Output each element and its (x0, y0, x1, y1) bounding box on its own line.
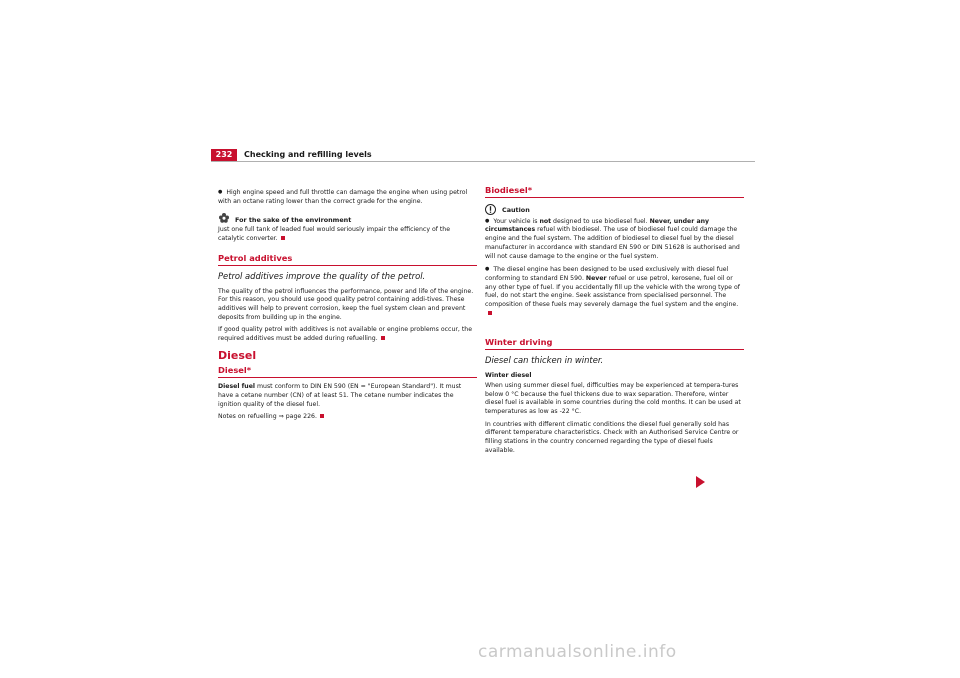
diesel-paragraph-1: Diesel fuel must conform to DIN EN 590 (EN = "European Standard"). It must have a cetane number (CN) of at least 51. The cetane number indicates the ignition quality of the diesel fuel. (218, 383, 462, 408)
left-column (218, 188, 477, 426)
caution-label: Caution (502, 206, 530, 214)
winter-paragraph-2: In countries with different climatic conditions the diesel fuel generally sold has different temperature characteristics. Check with an Authorised Service Centre or filling stations in the country concerned regarding the type of diesel fuels available. (485, 420, 739, 454)
next-page-arrow-icon[interactable] (696, 476, 705, 488)
page-number: 232 (211, 149, 237, 161)
watermark: carmanualsonline.info (478, 642, 677, 662)
additives-intro: Petrol additives improve the quality of the petrol. (218, 270, 426, 281)
additives-paragraph-1: The quality of the petrol influences the performance, power and life of the engine. For this reason, you should use good quality petrol containing addi-tives. These additives will help to prevent corrosion, keep the fuel system clean and prevent deposits from building up in the engine. (218, 287, 474, 321)
flower-icon (218, 212, 230, 224)
environment-label: For the sake of the environment (235, 215, 352, 224)
caution-header (485, 204, 744, 215)
environment-note-header (218, 212, 477, 224)
end-mark-icon (320, 414, 324, 418)
winter-diesel-subhead: Winter diesel (485, 372, 532, 380)
end-mark-icon (381, 336, 385, 340)
chapter-title-diesel: Diesel (218, 348, 257, 362)
bullet-biodiesel: ● Your vehicle is not designed to use biodiesel fuel. Never, under any circumstances refuel with biodiesel. The use of biodiesel fuel could damage the engine and the fuel system. The addition of biodiesel to diesel fuel by the diesel manufacturer in accordance with standard EN 590 or DIN 51628 is authorised and will not cause damage to the engine or the fuel system. (485, 217, 744, 262)
additives-paragraph-2: If good quality petrol with additives is not available or engine problems occur, the required additives must be added during refuelling. (218, 326, 473, 343)
right-column (485, 186, 744, 459)
section-title-petrol-additives: Petrol additives (218, 254, 477, 266)
running-head: Checking and refilling levels (244, 150, 372, 159)
bullet-octane: ● High engine speed and full throttle can damage the engine when using petrol with an octane rating lower than the correct grade for the engine. (218, 188, 477, 206)
bullet-diesel-only: ● The diesel engine has been designed to be used exclusively with diesel fuel conforming to standard EN 590. Never refuel or use petrol, kerosene, fuel oil or any other type of fuel. If you accidentally fill up the vehicle with the wrong type of fuel, do not start the engine. Seek assistance from specialised personnel. The composition of these fuels may severely damage the fuel system and the engine. (485, 265, 744, 318)
section-title-diesel: Diesel* (218, 366, 477, 378)
winter-paragraph-1: When using summer diesel fuel, difficulties may be experienced at tempera-tures below 0 °C because the fuel thickens due to wax separation. Therefore, winter diesel fuel is available in some countries during the cold months. It can be used at temperatures as low as -22 °C. (485, 381, 741, 415)
exclamation-icon (485, 204, 496, 215)
end-mark-icon (488, 311, 492, 315)
section-title-winter-driving: Winter driving (485, 338, 744, 350)
end-mark-icon (281, 236, 285, 240)
section-title-biodiesel: Biodiesel* (485, 186, 744, 198)
diesel-refuel-link[interactable]: Notes on refuelling ⇒ page 226. (218, 413, 477, 422)
winter-intro: Diesel can thicken in winter. (485, 355, 604, 366)
environment-text: Just one full tank of leaded fuel would seriously impair the efficiency of the catalytic converter. (218, 226, 451, 243)
